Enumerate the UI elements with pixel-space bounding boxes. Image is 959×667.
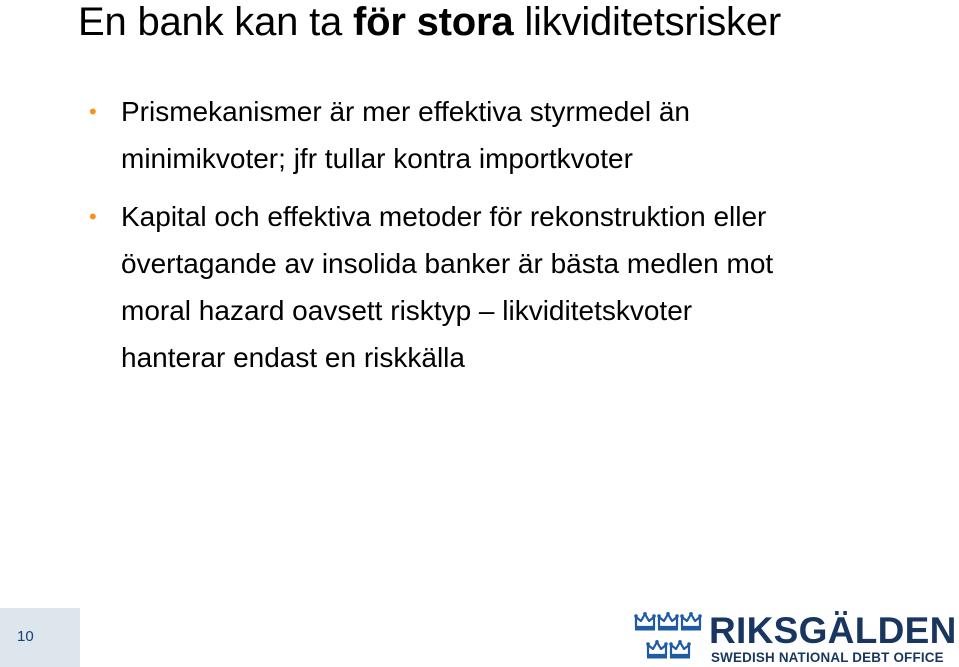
logo-tagline: SWEDISH NATIONAL DEBT OFFICE: [711, 650, 944, 665]
bullet-2-line-3: moral hazard oavsett risktyp – likviditetskvoter: [121, 295, 693, 326]
slide-title: [78, 2, 781, 42]
bullet-1-line-1: Prismekanismer är mer effektiva styrmedel än: [121, 96, 690, 127]
bullet-marker-icon: •: [89, 204, 97, 229]
bullet-2-line-1: Kapital och effektiva metoder för rekonstruktion eller: [121, 201, 767, 232]
bullet-2-line-4: hanterar endast en riskkälla: [121, 342, 465, 373]
footer-bar: [0, 608, 80, 667]
title-part-3: likviditetsrisker: [513, 0, 781, 44]
bullet-item-1: [88, 88, 938, 182]
bullet-2-line-2: övertagande av insolida banker är bästa medlen mot: [121, 248, 774, 279]
page-number: 10: [17, 628, 34, 645]
title-part-bold: för stora: [352, 0, 514, 44]
title-part-1: En bank kan ta: [78, 0, 353, 44]
three-crowns-icon: [631, 608, 703, 667]
bullet-1-line-2: minimikvoter; jfr tullar kontra importkvoter: [121, 143, 633, 174]
bullet-marker-icon: •: [89, 99, 97, 124]
bullet-item-2: [88, 193, 938, 381]
logo-name: RIKSGÄLDEN: [709, 610, 957, 651]
riksgalden-logo: [631, 608, 959, 667]
bullet-list: [88, 88, 938, 381]
